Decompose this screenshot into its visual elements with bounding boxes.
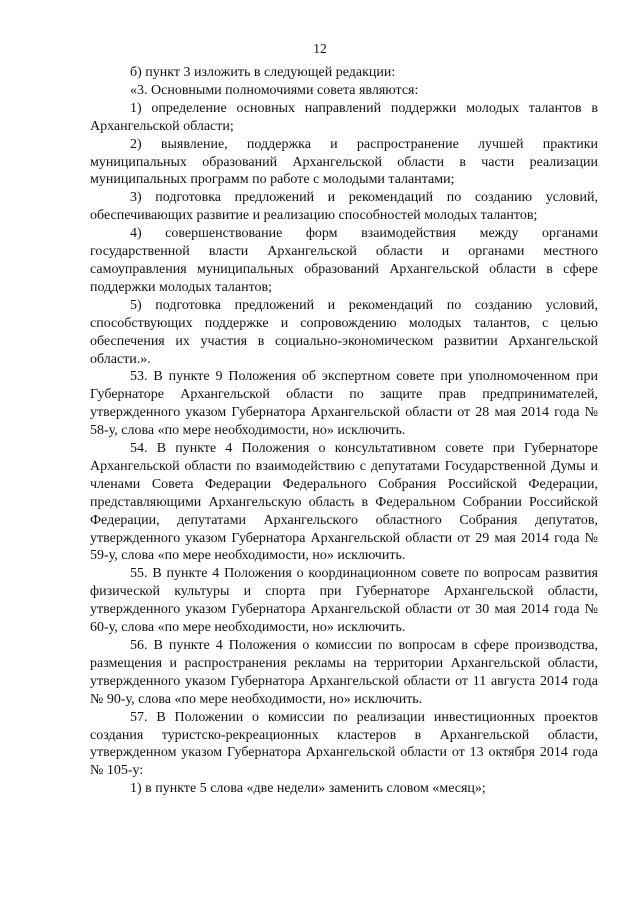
paragraph-subitem-1: 1) определение основных направлений поддержки молодых талантов в Архангельской области; <box>90 100 598 134</box>
paragraph-item-55: 55. В пункте 4 Положения о координационном совете по вопросам развития физической культуры и спорта при Губернаторе Архангельской области, утвержденного указом Губернатора Архангельской области от 30 мая 2014 года № 60-у, слова «по мере необходимости, но» исключить. <box>90 566 598 636</box>
paragraph-item-b-intro: б) пункт 3 изложить в следующей редакции: <box>130 65 396 80</box>
paragraph-item-54: 54. В пункте 4 Положения о консультативном совете при Губернаторе Архангельской области по взаимодействию с депутатами Государственной Думы и членами Совета Федерации Федерального Собрания Российской Федерации, представляющими Архангельскую область в Федеральном Собрании Российской Федерации, депутатами Архангельского областного Собрания депутатов, утвержденного указом Губернатора Архангельской области от 29 мая 2014 года № 59-у, слова «по мере необходимости, но» исключить. <box>90 441 598 564</box>
paragraph-quote-start: «3. Основными полномочиями совета являются: <box>130 82 419 98</box>
paragraph-item-57: 57. В Положении о комиссии по реализации инвестиционных проектов создания туристско-рекреационных кластеров в Архангельской области, утвержденном указом Губернатора Архангельской области от 13 октября 2014 года № 105-у: <box>90 709 598 779</box>
paragraph-subitem-2: 2) выявление, поддержка и распространение лучшей практики муниципальных образований Архангельской области в части реализации муниципальных программ по работе с молодыми талантами; <box>90 136 598 188</box>
paragraph-subitem-4: 4) совершенствование форм взаимодействия между органами государственной власти Архангельской области и органами местного самоуправления муниципальных образований Архангельской области в сфере поддержки молодых талантов; <box>90 226 598 295</box>
document-body <box>90 64 598 798</box>
paragraph-subitem-3: 3) подготовка предложений и рекомендаций по созданию условий, обеспечивающих развитие и реализацию способностей молодых талантов; <box>90 190 598 224</box>
paragraph-item-53: 53. В пункте 9 Положения об экспертном совете при уполномоченном при Губернаторе Архангельской области по защите прав предпринимателей, утвержденного указом Губернатора Архангельской области от 28 мая 2014 года № 58-у, слова «по мере необходимости, но» исключить. <box>90 369 598 439</box>
page-number: 12 <box>313 41 327 56</box>
paragraph-subitem-5: 5) подготовка предложений и рекомендаций по созданию условий, способствующих поддержке и сопровождению молодых талантов, с целью обеспечения их участия в социально-экономическом развитии Архангельской области.». <box>90 297 598 367</box>
paragraph-item-56: 56. В пункте 4 Положения о комиссии по вопросам в сфере производства, размещения и распространения рекламы на территории Архангельской области, утвержденного указом Губернатора Архангельской области от 11 августа 2014 года № 90-у, слова «по мере необходимости, но» исключить. <box>90 638 598 707</box>
paragraph-item-57-subitem-1: 1) в пункте 5 слова «две недели» заменить словом «месяц»; <box>130 781 486 797</box>
